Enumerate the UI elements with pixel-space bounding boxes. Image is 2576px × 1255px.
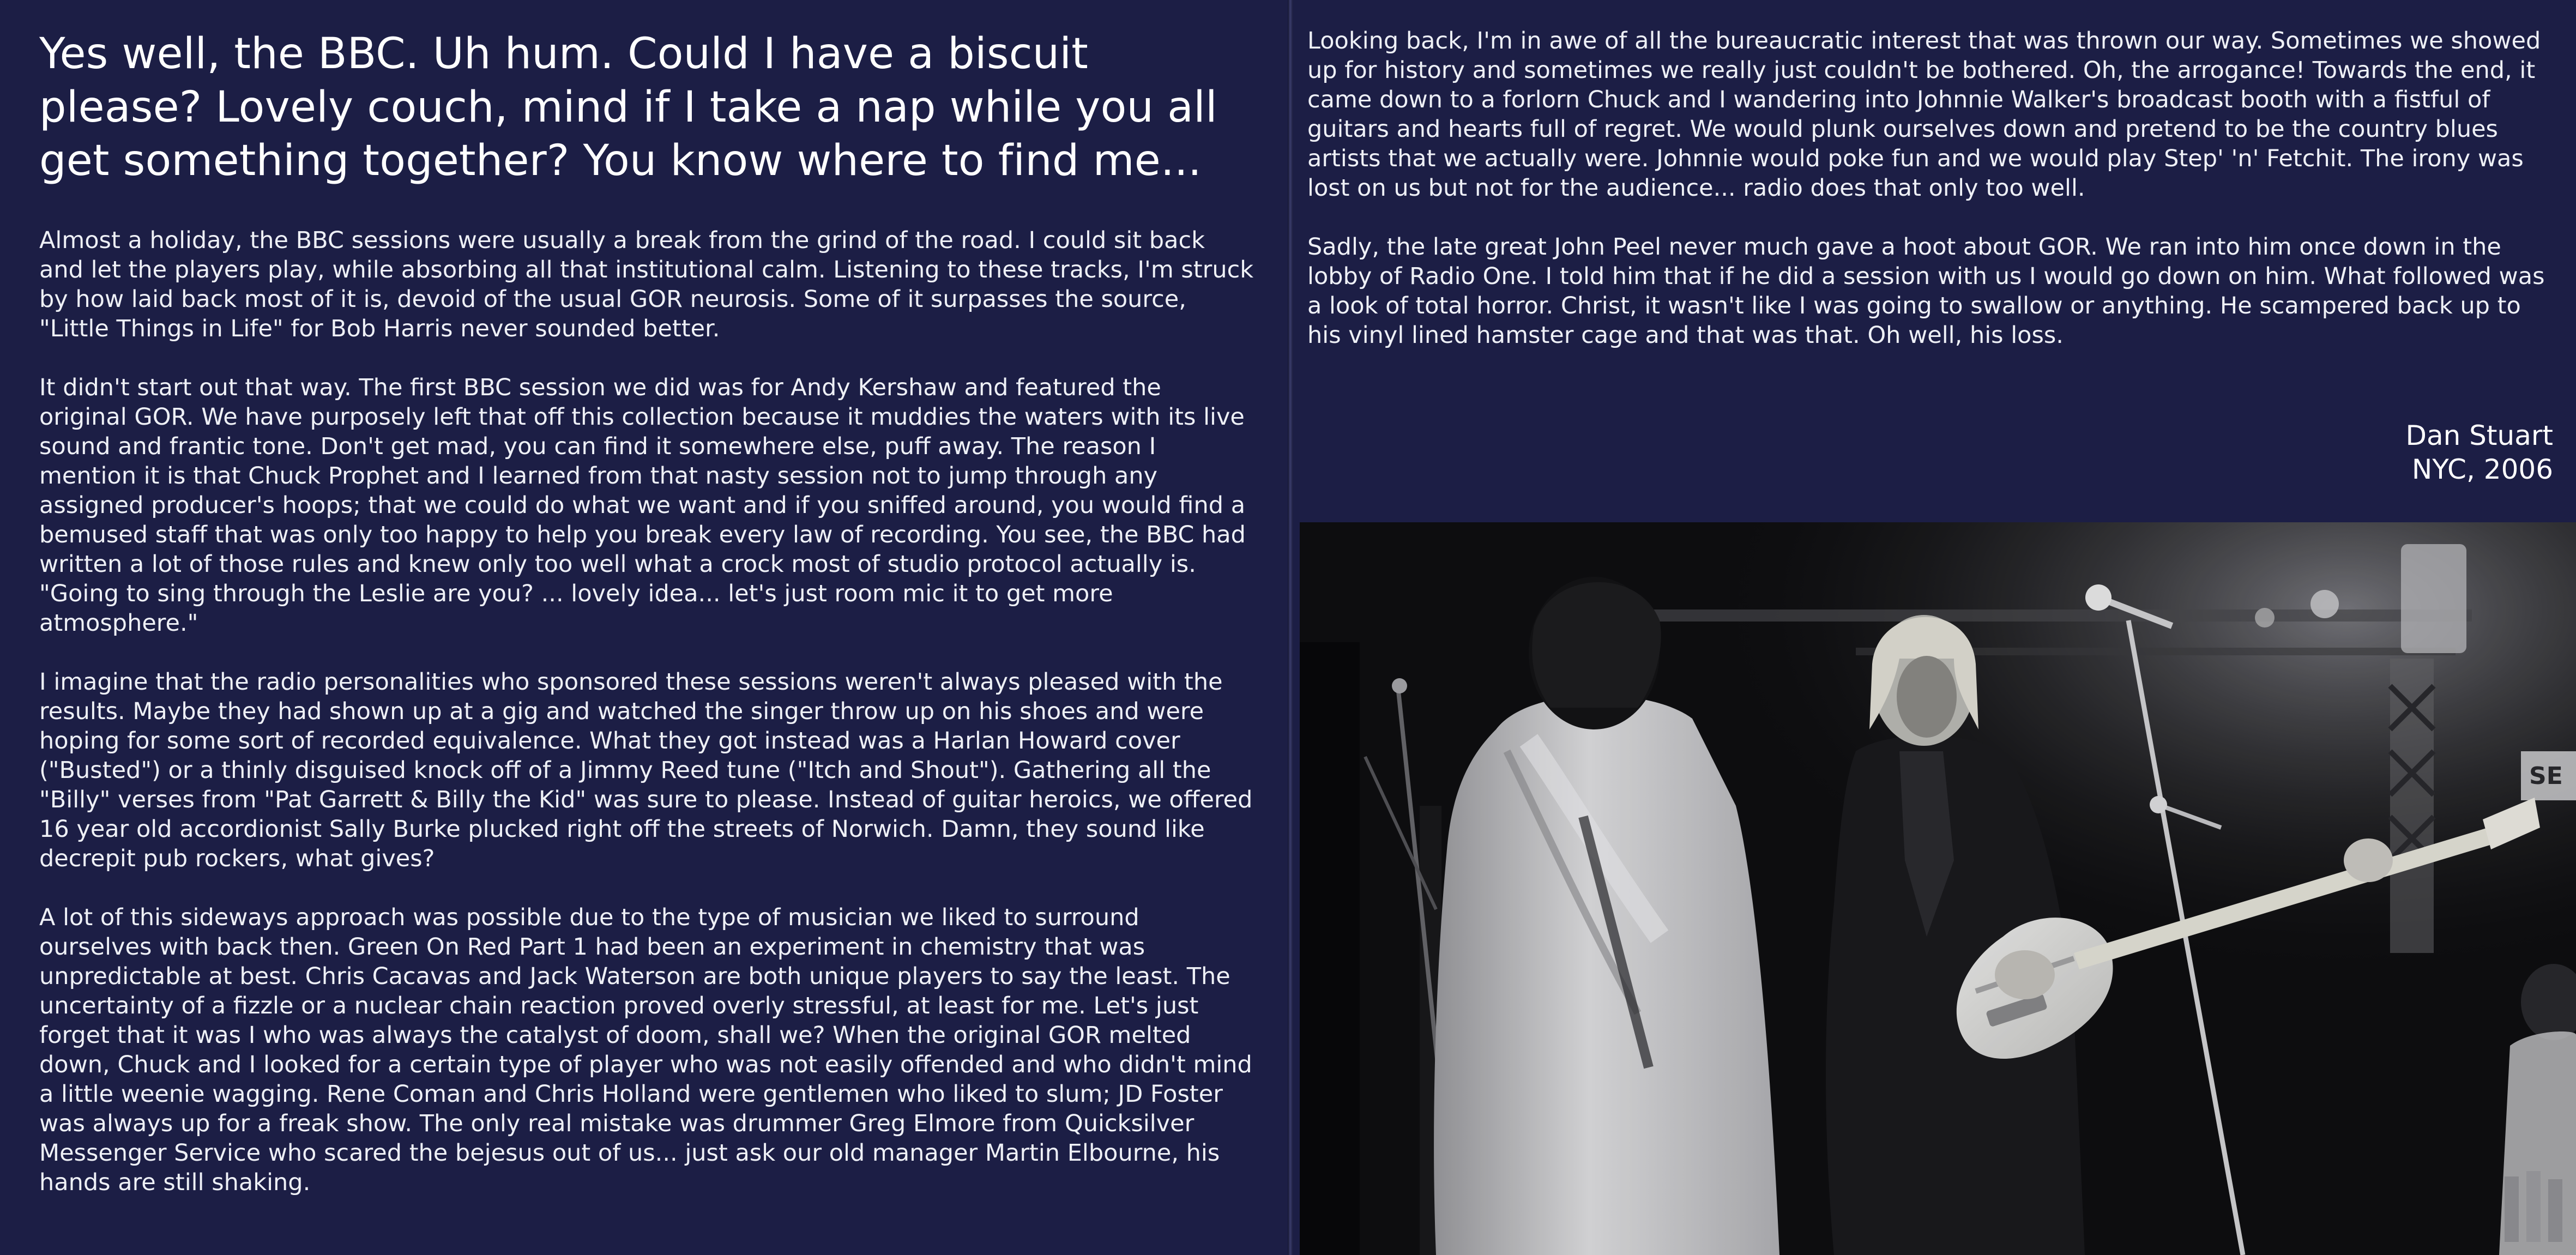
paragraph: Almost a holiday, the BBC sessions were usually a break from the grind of the road. I could sit back and let the players play, while absorbing all that institutional calm. Listening to these tracks, I'm struck by how laid back most of it is, devoid of the usual GOR neurosis. Some of it surpasses the source, "Little Things in Life" for Bob Harris never sounded better.	[39, 227, 1254, 342]
paragraph: It didn't start out that way. The first BBC session we did was for Andy Kershaw and featured the original GOR. We have purposely left that off this collection because it muddies the waters with its live sound and frantic tone. Don't get mad, you can find it somewhere else, puff away. The reason I mention it is that Chuck Prophet and I learned from that nasty session not to jump through any assigned producer's hoops; that we could do what we want and if you sniffed around, you would find a bemused staff that was only too happy to help you break every law of recording. You see, the BBC had written a lot of those rules and knew only too well what a crock most of studio protocol actually is. "Going to sing through the Leslie are you? ... lovely idea... let's just room mic it to get more atmosphere."	[39, 374, 1246, 637]
stage-sign-text: SE	[2529, 762, 2563, 790]
paragraph: Sadly, the late great John Peel never much gave a hoot about GOR. We ran into him once down in the lobby of Radio One. I told him that if he did a session with us I would go down on him. What followed was a look of total horror. Christ, it wasn't like I was going to swallow or anything. He scampered back up to his vinyl lined hamster cage and that was that. Oh well, his loss.	[1307, 233, 2545, 349]
signature	[2405, 419, 2553, 486]
paragraph: I imagine that the radio personalities who sponsored these sessions weren't always pleased with the results. Maybe they had shown up at a gig and watched the singer throw up on his shoes and were hoping for some sort of recorded equivalence. What they got instead was a Harlan Howard cover ("Busted") or a thinly disguised knock off of a Jimmy Reed tune ("Itch and Shout"). Gathering all the "Billy" verses from "Pat Garrett & Billy the Kid" was sure to please. Instead of guitar heroics, we offered 16 year old accordionist Sally Burke plucked right off the streets of Norwich. Damn, they sound like decrepit pub rockers, what gives?	[39, 668, 1253, 872]
page-fold	[1288, 0, 1293, 1255]
headline: Yes well, the BBC. Uh hum. Could I have a biscuit please? Lovely couch, mind if I take a nap while you all get something together? You know where to find me...	[39, 29, 1217, 185]
band-photo-illustration	[1300, 522, 2576, 1255]
paragraph: A lot of this sideways approach was possible due to the type of musician we liked to surround ourselves with back then. Green On Red Part 1 had been an experiment in chemistry that was unpredictable at best. Chris Cacavas and Jack Waterson are both unique players to say the least. The uncertainty of a fizzle or a nuclear chain reaction proved overly stressful, at least for me. Let's just forget that it was I who was always the catalyst of doom, shall we? When the original GOR melted down, Chuck and I looked for a certain type of player who was not easily offended and who didn't mind a little weenie wagging. Rene Coman and Chris Holland were gentlemen who liked to slum; JD Foster was always up for a freak show. The only real mistake was drummer Greg Elmore from Quicksilver Messenger Service who scared the bejesus out of us... just ask our old manager Martin Elbourne, his hands are still shaking.	[39, 904, 1252, 1196]
band-photo	[1300, 522, 2576, 1255]
signature-name: Dan Stuart	[2405, 420, 2553, 451]
signature-place-date: NYC, 2006	[2411, 454, 2553, 485]
right-page	[1307, 26, 2553, 485]
left-page	[39, 27, 1255, 1227]
paragraph: Looking back, I'm in awe of all the bureaucratic interest that was thrown our way. Sometimes we showed up for history and sometimes we really just couldn't be bothered. Oh, the arrogance! Towards the end, it came down to a forlorn Chuck and I wandering into Johnnie Walker's broadcast booth with a fistful of guitars and hearts full of regret. We would plunk ourselves down and pretend to be the country blues artists that we actually were. Johnnie would poke fun and we would play Step' 'n' Fetchit. The irony was lost on us but not for the audience... radio does that only too well.	[1307, 27, 2541, 202]
left-body	[39, 226, 1255, 1197]
